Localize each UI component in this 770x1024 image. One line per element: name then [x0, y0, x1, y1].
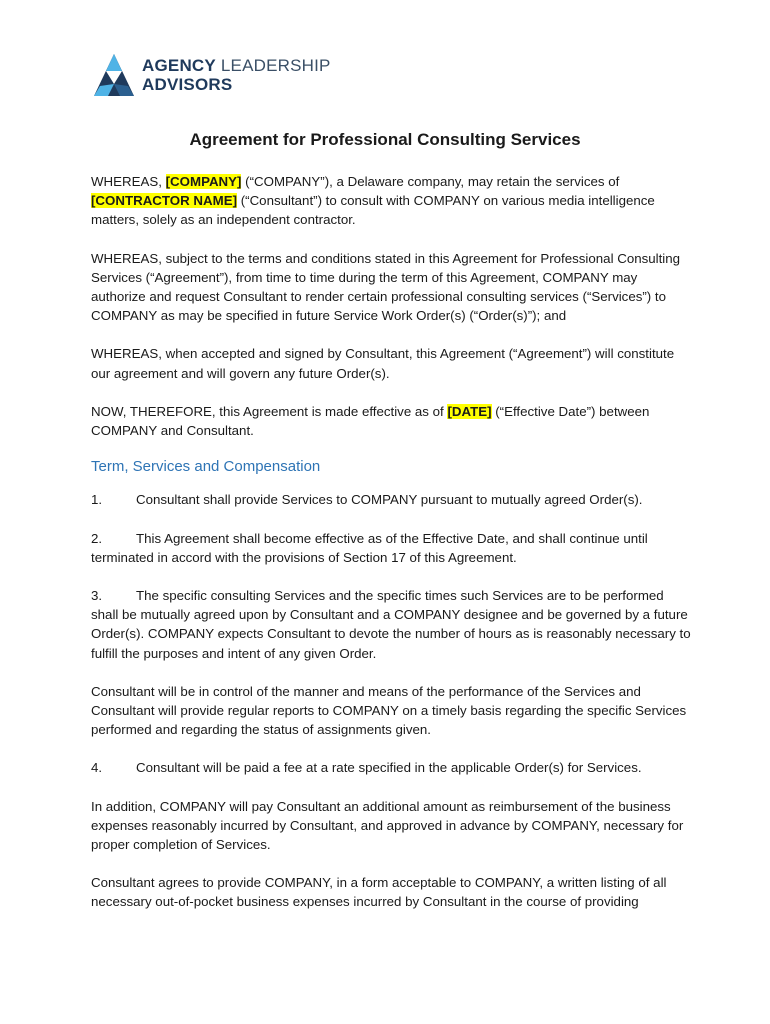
contractor-name-placeholder: [CONTRACTOR NAME]	[91, 193, 238, 209]
list-item: 3. The specific consulting Services and the specific times such Services are to be performed shall be mutually agreed upon by Consultant and a COMPANY designee and be governed by a future Order(s). COMPANY expects Consultant to devote the number of hours as is reasonably necessary to fulfill the purposes and intent of any given Order.	[91, 588, 691, 661]
document-body	[91, 172, 691, 931]
whereas-paragraph-3: WHEREAS, when accepted and signed by Consultant, this Agreement (“Agreement”) will constitute our agreement and will govern any future Order(s).	[91, 346, 675, 381]
expenses-paragraph: In addition, COMPANY will pay Consultant an additional amount as reimbursement of the business expenses reasonably incurred by Consultant, and approved in advance by COMPANY, necessary for proper completion of Services.	[91, 798, 684, 853]
company-placeholder: [COMPANY]	[165, 174, 242, 189]
whereas-paragraph-1: WHEREAS, [COMPANY] (“COMPANY”), a Delaware company, may retain the services of [CONTRACTOR NAME] (“Consultant”) to consult with COMPANY on various media intelligence matters, solely as an independent contractor.	[91, 174, 655, 228]
list-item: 4. Consultant will be paid a fee at a rate specified in the applicable Order(s) for Services.	[91, 760, 642, 776]
company-logo	[92, 50, 331, 100]
logo-text-leadership: LEADERSHIP	[220, 56, 331, 75]
date-placeholder: [DATE]	[447, 403, 492, 419]
logo-text-agency: AGENCY	[142, 56, 216, 75]
section-heading: Term, Services and Compensation	[91, 458, 321, 476]
list-item: 1. Consultant shall provide Services to COMPANY pursuant to mutually agreed Order(s).	[91, 492, 643, 508]
document-title: Agreement for Professional Consulting Services	[189, 130, 581, 149]
control-paragraph: Consultant will be in control of the manner and means of the performance of the Services and Consultant will provide regular reports to COMPANY on a timely basis regarding the specific Services performed and regarding the status of assignments given.	[91, 683, 687, 738]
logo-text-advisors: ADVISORS	[142, 75, 233, 94]
now-therefore-paragraph: NOW, THEREFORE, this Agreement is made effective as of [DATE] (“Effective Date”) between COMPANY and Consultant.	[91, 403, 650, 439]
list-item: 2. This Agreement shall become effective as of the Effective Date, and shall continue until terminated in accord with the provisions of Section 17 of this Agreement.	[91, 530, 648, 565]
triangle-logo-icon	[92, 52, 136, 98]
whereas-paragraph-2: WHEREAS, subject to the terms and conditions stated in this Agreement for Professional Consulting Services (“Agreement”), from time to time during the term of this Agreement, COMPANY may authorize and request Consultant to render certain professional consulting services (“Services”) to COMPANY as may be specified in future Service Work Order(s) (“Order(s)”); and	[91, 250, 681, 324]
expense-listing-paragraph: Consultant agrees to provide COMPANY, in a form acceptable to COMPANY, a written listing of all necessary out-of-pocket business expenses incurred by Consultant in the course of providing	[91, 875, 667, 910]
